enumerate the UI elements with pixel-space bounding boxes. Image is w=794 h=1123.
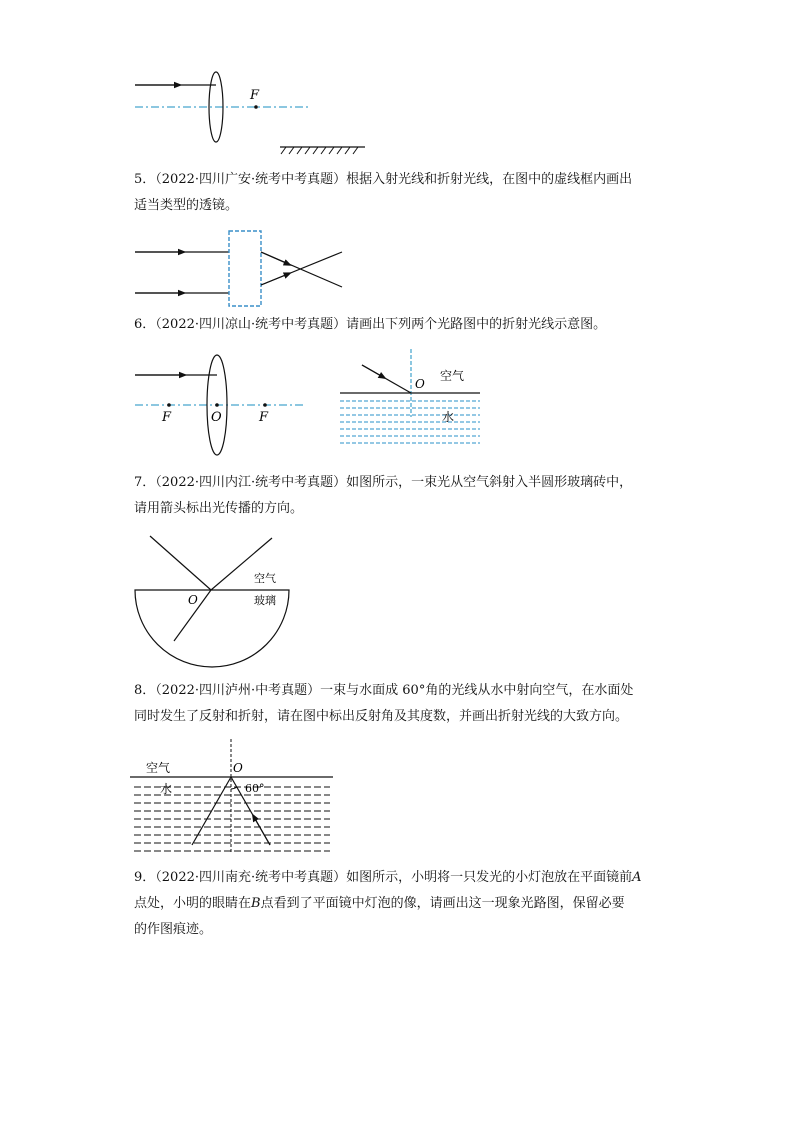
air-label: 空气 bbox=[440, 369, 465, 383]
figure-q7 bbox=[130, 532, 295, 667]
question-number: 6． bbox=[134, 317, 156, 332]
center-label: O bbox=[211, 410, 222, 425]
question-number: 8． bbox=[134, 683, 156, 698]
ray-left bbox=[150, 536, 211, 590]
question-6 bbox=[134, 312, 674, 338]
question-source: （2022·四川广安·统考中考真题） bbox=[155, 172, 347, 187]
question-text: 请画出下列两个光路图中的折射光线示意图。 bbox=[346, 317, 607, 332]
water-label: 水 bbox=[442, 410, 455, 424]
question-number: 5． bbox=[134, 172, 156, 187]
question-text-cont: 适当类型的透镜。 bbox=[134, 198, 239, 213]
point-o-label: O bbox=[415, 377, 425, 391]
question-text-cont: 点处，小明的眼睛在 bbox=[134, 896, 252, 911]
question-source: （2022·四川南充·统考中考真题） bbox=[155, 870, 347, 885]
dashed-lens-box bbox=[229, 231, 261, 306]
water-lines bbox=[134, 787, 330, 851]
question-text-cont: 点看到了平面镜中灯泡的像，请画出这一现象光路图，保留必要 bbox=[260, 896, 625, 911]
question-text-cont: 同时发生了反射和折射，请在图中标出反射角及其度数，并画出折射光线的大致方向。 bbox=[134, 709, 629, 724]
question-9 bbox=[134, 865, 674, 943]
focus-point bbox=[254, 105, 258, 109]
focus-left bbox=[167, 403, 171, 407]
question-text: 一束与水面成 60°角的光线从水中射向空气，在水面处 bbox=[320, 683, 634, 698]
optical-center bbox=[215, 403, 219, 407]
plane-mirror bbox=[280, 147, 365, 154]
focus-right bbox=[263, 403, 267, 407]
air-label: 空气 bbox=[146, 761, 171, 775]
question-text: 如图所示，一束光从空气斜射入半圆形玻璃砖中， bbox=[346, 475, 633, 490]
question-8 bbox=[134, 678, 674, 730]
question-text: 根据入射光线和折射光线，在图中的虚线框内画出 bbox=[346, 172, 633, 187]
question-text-cont: 请用箭头标出光传播的方向。 bbox=[134, 501, 304, 516]
figure-q6-lens bbox=[130, 350, 310, 460]
question-number: 7． bbox=[134, 475, 156, 490]
question-source: （2022·四川凉山·统考中考真题） bbox=[155, 317, 347, 332]
question-7 bbox=[134, 470, 674, 522]
question-5 bbox=[134, 167, 674, 219]
water-label: 水 bbox=[160, 782, 173, 796]
question-source: （2022·四川泸州·中考真题） bbox=[155, 683, 321, 698]
figure-q6-water bbox=[340, 347, 482, 445]
question-text: 如图所示，小明将一只发光的小灯泡放在平面镜前 bbox=[346, 870, 633, 885]
water-lines bbox=[340, 401, 480, 443]
focus-right-label: F bbox=[259, 410, 269, 425]
air-label: 空气 bbox=[254, 572, 276, 585]
question-number: 9． bbox=[134, 870, 156, 885]
point-b: B bbox=[251, 896, 261, 911]
point-a: A bbox=[632, 870, 642, 885]
focus-left-label: F bbox=[162, 410, 172, 425]
glass-label: 玻璃 bbox=[254, 594, 276, 607]
question-source: （2022·四川内江·统考中考真题） bbox=[155, 475, 347, 490]
angle-label: 60° bbox=[245, 782, 265, 795]
point-o-label: O bbox=[188, 593, 198, 607]
figure-q8 bbox=[130, 737, 335, 859]
figure-q5 bbox=[130, 225, 360, 310]
figure-lens-mirror bbox=[130, 60, 370, 160]
point-o-label: O bbox=[233, 761, 243, 775]
question-text-cont: 的作图痕迹。 bbox=[134, 922, 213, 937]
focus-label: F bbox=[250, 88, 260, 103]
